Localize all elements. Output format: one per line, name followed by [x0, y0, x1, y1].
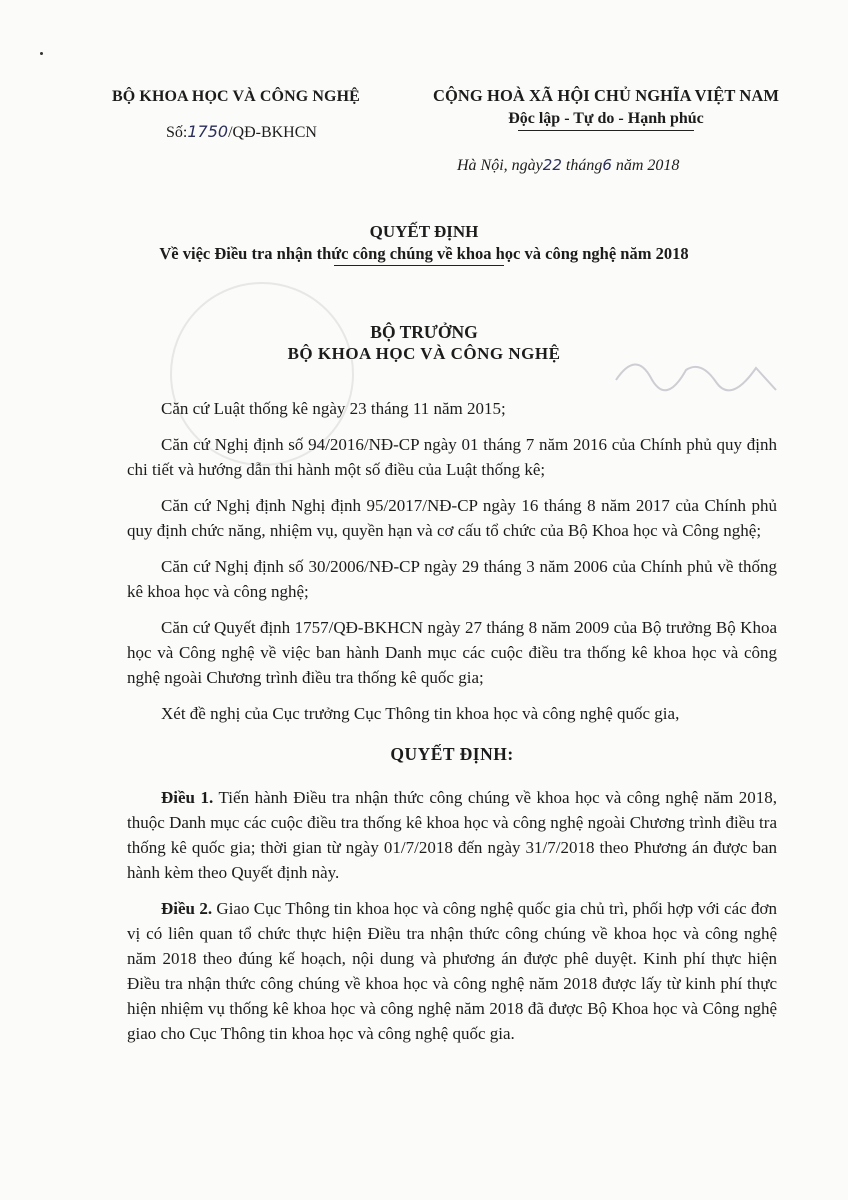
- date-month-label: tháng: [565, 157, 603, 174]
- national-motto: Độc lập - Tự do - Hạnh phúc: [508, 110, 704, 127]
- legal-basis-4: Căn cứ Nghị định số 30/2006/NĐ-CP ngày 29 tháng 3 năm 2006 của Chính phủ về thống kê khoa học và công nghệ;: [127, 557, 777, 601]
- date-place: Hà Nội, ngày: [457, 157, 543, 174]
- article-2-text: Giao Cục Thông tin khoa học và công nghệ quốc gia chủ trì, phối hợp với các đơn vị có liên quan tổ chức thực hiện Điều tra nhận thức công chúng về khoa học và công nghệ năm 2018 theo đúng kế hoạch, nội dung và phương án được phê duyệt. Kinh phí thực hiện Điều tra nhận thức công chúng về khoa học và công nghệ năm 2018 được lấy từ kinh phí thực hiện nhiệm vụ thống kê khoa học và công nghệ năm 2018 đã được Bộ Khoa học và Công nghệ giao cho Cục Thông tin khoa học và công nghệ quốc gia.: [127, 899, 778, 1043]
- document-number: [112, 122, 412, 142]
- document-body: [127, 396, 777, 1057]
- motto-underline: [518, 130, 694, 131]
- article-1-label: Điều 1.: [161, 788, 214, 807]
- nation-name: CỘNG HOÀ XÃ HỘI CHỦ NGHĨA VIỆT NAM: [432, 86, 780, 105]
- header-agency-block: [112, 88, 412, 142]
- date-line: [457, 156, 679, 175]
- scan-speck: [40, 52, 43, 55]
- legal-basis-2: Căn cứ Nghị định số 94/2016/NĐ-CP ngày 01 tháng 7 năm 2016 của Chính phủ quy định chi tiết và hướng dẫn thi hành một số điều của Luật thống kê;: [127, 435, 777, 479]
- article-2: [127, 896, 777, 1046]
- authority-ministry: BỘ KHOA HỌC VÀ CÔNG NGHỆ: [287, 344, 561, 363]
- article-2-label: Điều 2.: [161, 899, 213, 918]
- date-month-handwritten: 6: [602, 156, 612, 174]
- legal-basis-5: Căn cứ Quyết định 1757/QĐ-BKHCN ngày 27 tháng 8 năm 2009 của Bộ trưởng Bộ Khoa học và Công nghệ về việc ban hành Danh mục các cuộc điều tra thống kê khoa học và công nghệ ngoài Chương trình điều tra thống kê quốc gia;: [127, 618, 777, 687]
- article-1: [127, 785, 777, 885]
- doc-number-suffix: /QĐ-BKHCN: [228, 124, 317, 141]
- doc-number-prefix: Số:: [166, 124, 188, 141]
- subject-underline: [334, 265, 504, 266]
- date-year: năm 2018: [615, 157, 680, 174]
- authority-title: BỘ TRƯỞNG: [370, 322, 478, 342]
- decision-heading: QUYẾT ĐỊNH:: [390, 744, 514, 764]
- date-day-handwritten: 22: [542, 156, 562, 174]
- legal-basis-1: Căn cứ Luật thống kê ngày 23 tháng 11 năm 2015;: [161, 399, 506, 418]
- proposal-note: Xét đề nghị của Cục trưởng Cục Thông tin khoa học và công nghệ quốc gia,: [161, 704, 680, 723]
- doc-number-handwritten: 1750: [187, 122, 229, 141]
- agency-name: BỘ KHOA HỌC VÀ CÔNG NGHỆ: [112, 88, 360, 105]
- decision-subject: Về việc Điều tra nhận thức công chúng về khoa học và công nghệ năm 2018: [159, 244, 689, 263]
- header-nation-block: [416, 86, 796, 131]
- decision-title: QUYẾT ĐỊNH: [369, 222, 479, 241]
- legal-basis-3: Căn cứ Nghị định Nghị định 95/2017/NĐ-CP ngày 16 tháng 8 năm 2017 của Chính phủ quy định chức năng, nhiệm vụ, quyền hạn và cơ cấu tổ chức của Bộ Khoa học và Công nghệ;: [127, 496, 777, 540]
- article-1-text: Tiến hành Điều tra nhận thức công chúng về khoa học và công nghệ năm 2018, thuộc Danh mục các cuộc điều tra thống kê khoa học và công nghệ ngoài Chương trình điều tra thống kê quốc gia; thời gian từ ngày 01/7/2018 đến ngày 31/7/2018 theo Phương án được ban hành kèm theo Quyết định này.: [127, 788, 778, 882]
